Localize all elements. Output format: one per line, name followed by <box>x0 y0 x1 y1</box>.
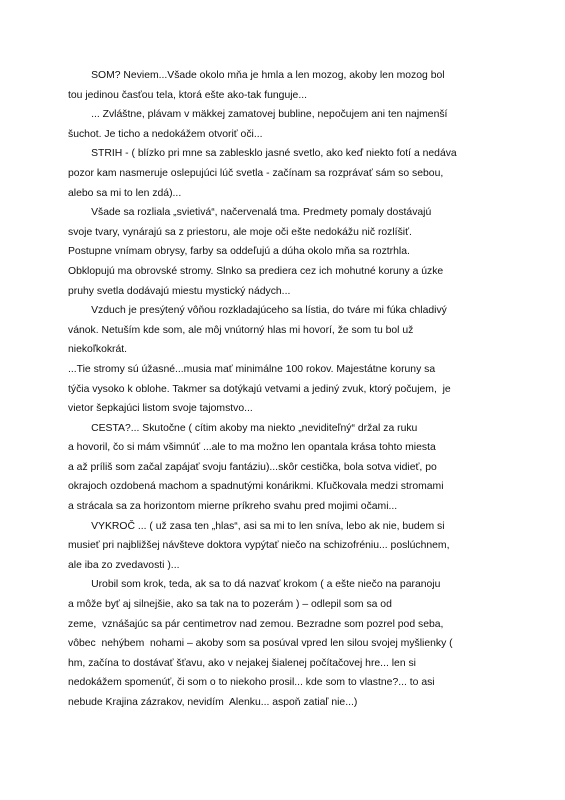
text-line: nebude Krajina zázrakov, nevidím Alenku... aspoň zatiaľ nie...) <box>68 697 358 708</box>
text-line: VYKROČ ... ( už zasa ten „hlas“, asi sa mi to len sníva, lebo ak nie, budem si <box>68 520 445 532</box>
text-line: vietor šepkajúci listom svoje tajomstvo... <box>68 403 253 415</box>
text-line: nedokážem spomenúť, či som o to niekoho prosil... kde som to vlastne?... to asi <box>68 677 435 689</box>
text-line: niekoľkokrát. <box>68 344 128 356</box>
text-line: ale iba zo zvedavosti )... <box>68 559 180 571</box>
text-line: STRIH - ( blízko pri mne sa zablesklo jasné svetlo, ako keď niekto fotí a nedáva <box>68 148 457 160</box>
text-line: šuchot. Je ticho a nedokážem otvoriť oči... <box>68 128 263 140</box>
text-line: Všade sa rozliala „svietivá“, načervenalá tma. Predmety pomaly dostávajú <box>68 207 432 219</box>
text-line: a hovoril, čo si mám všimnúť ...ale to ma možno len opantala krása tohto miesta <box>68 442 436 454</box>
text-line: vánok. Netuším kde som, ale môj vnútorný hlas mi hovorí, že som tu bol už <box>68 324 414 336</box>
text-line: a až príliš som začal zapájať svoju fantáziu)...skôr cestička, bola sotva vidieť, po <box>68 461 437 473</box>
text-line: a môže byť aj silnejšie, ako sa tak na to pozerám ) – odlepil som sa od <box>68 599 392 611</box>
text-line: Postupne vnímam obrysy, farby sa oddeľujú a dúha okolo mňa sa roztrhla. <box>68 246 410 258</box>
text-line: ... Zvláštne, plávam v mäkkej zamatovej bubline, nepočujem ani ten najmenší <box>68 109 448 121</box>
text-line: okrajoch ozdobená machom a spadnutými konárikmi. Kľučkovala medzi stromami <box>68 481 444 493</box>
text-line: zeme, vznášajúc sa pár centimetrov nad zemou. Bezradne som pozrel pod seba, <box>68 618 444 630</box>
text-line: musieť pri najbližšej návšteve doktora vypýtať niečo na schizofréniu... poslúchnem, <box>68 540 450 552</box>
text-line: Obklopujú ma obrovské stromy. Slnko sa prediera cez ich mohutné koruny a úzke <box>68 265 444 277</box>
text-line: svoje tvary, vynárajú sa z priestoru, ale moje oči ešte nedokážu nič rozlíšiť. <box>68 226 412 238</box>
text-line: tou jedinou časťou tela, ktorá ešte ako-tak funguje... <box>68 89 307 101</box>
text-line: týčia vysoko k oblohe. Takmer sa dotýkajú vetvami a jediný zvuk, ktorý počujem, je <box>68 383 451 395</box>
document-body <box>68 66 508 713</box>
text-line: CESTA?... Skutočne ( cítim akoby ma niekto „neviditeľný“ držal za ruku <box>68 422 418 434</box>
text-line: vôbec nehýbem nohami – akoby som sa posúval vpred len silou svojej myšlienky ( <box>68 638 453 650</box>
text-line: alebo sa mi to len zdá)... <box>68 187 182 199</box>
text-line: a strácala sa za horizontom mierne príkreho svahu pred mojimi očami... <box>68 501 398 513</box>
text-line: hm, začína to dostávať šťavu, ako v nejakej šialenej počítačovej hre... len si <box>68 657 416 669</box>
text-line: Urobil som krok, teda, ak sa to dá nazvať krokom ( a ešte niečo na paranoju <box>68 579 441 591</box>
text-line: Vzduch je presýtený vôňou rozkladajúceho sa lístia, do tváre mi fúka chladivý <box>68 305 447 317</box>
text-line: ...Tie stromy sú úžasné...musia mať minimálne 100 rokov. Majestátne koruny sa <box>68 363 436 375</box>
text-line: pozor kam nasmeruje oslepujúci lúč svetla - začínam sa rozprávať sám so sebou, <box>68 167 444 179</box>
text-line: pruhy svetla dodávajú miestu mystický nádych... <box>68 285 291 297</box>
text-line: SOM? Neviem...Všade okolo mňa je hmla a len mozog, akoby len mozog bol <box>68 70 445 81</box>
